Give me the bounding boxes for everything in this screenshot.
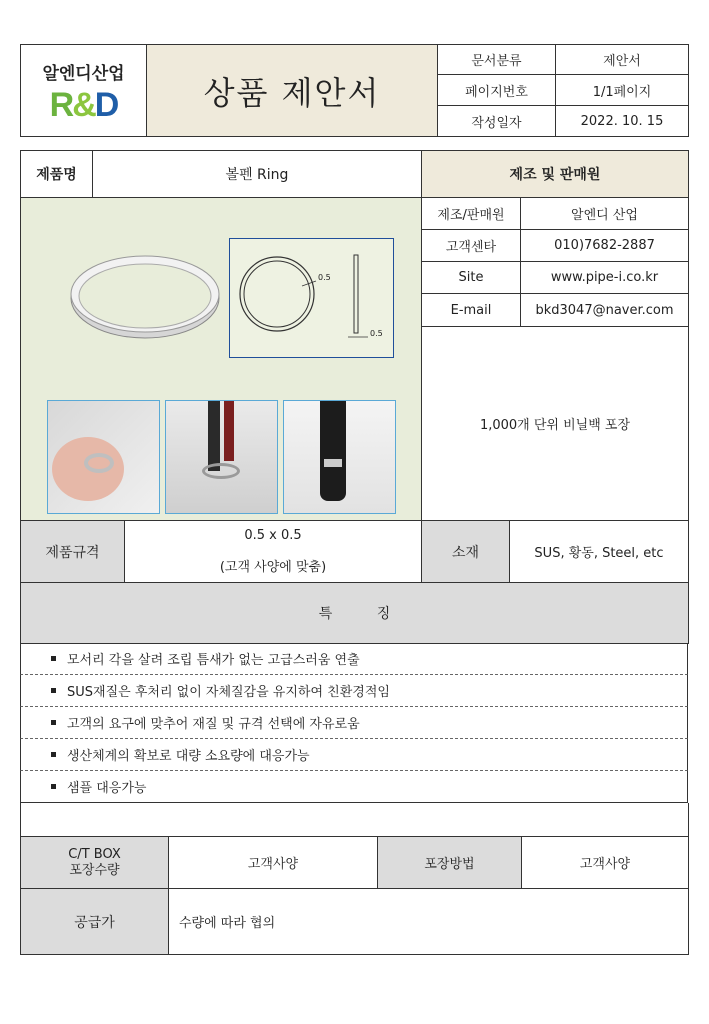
meta-label-page-number: 페이지번호 (437, 74, 556, 106)
spec-value-size: 0.5 x 0.5 (244, 527, 302, 543)
manufacturer-value: 알엔디 산업 (520, 197, 689, 230)
feature-text: SUS재질은 후처리 없이 자체질감을 유지하여 친환경적임 (67, 685, 390, 700)
meta-label-doc-type: 문서분류 (437, 44, 556, 75)
dimension-label-width: 0.5 (370, 329, 383, 338)
product-image-area (20, 197, 422, 521)
feature-text: 모서리 각을 살려 조립 틈새가 없는 고급스러움 연출 (67, 653, 360, 668)
feature-item (20, 739, 688, 771)
email-label: E-mail (421, 293, 521, 327)
document-title: 상품 제안서 (203, 73, 381, 112)
material-value: SUS, 황동, Steel, etc (509, 520, 689, 583)
feature-item (20, 643, 688, 675)
product-name-label: 제품명 (20, 150, 93, 198)
meta-label-date: 작성일자 (437, 105, 556, 137)
photo-ring-on-finger (47, 400, 160, 514)
bullet-icon (51, 784, 56, 789)
bullet-icon (51, 752, 56, 757)
manufacturer-section-title: 제조 및 판매원 (421, 150, 689, 198)
spec-label: 제품규격 (20, 520, 125, 583)
feature-text: 고객의 요구에 맞추어 재질 및 규격 선택에 자유로움 (67, 717, 360, 732)
photo-pen-tips (165, 400, 278, 514)
meta-value-date: 2022. 10. 15 (555, 105, 689, 137)
customer-center-value: 010)7682-2887 (520, 229, 689, 262)
ring-dimension-drawing (230, 239, 393, 357)
feature-text: 생산체계의 확보로 대량 소요량에 대응가능 (67, 749, 310, 764)
feature-item (20, 707, 688, 739)
site-value[interactable]: www.pipe-i.co.kr (520, 261, 689, 294)
technical-drawing-box (229, 238, 394, 358)
box-quantity-value: 고객사양 (168, 836, 378, 889)
document-title-cell (146, 44, 438, 137)
meta-value-doc-type: 제안서 (555, 44, 689, 75)
product-name-value: 볼펜 Ring (92, 150, 422, 198)
manufacturer-label: 제조/판매원 (421, 197, 521, 230)
packaging-note: 1,000개 단위 비닐백 포장 (421, 326, 689, 521)
company-name: 알엔디산업 (42, 64, 125, 84)
dimension-label-thickness: 0.5 (318, 273, 331, 282)
bullet-icon (51, 688, 56, 693)
company-logo-cell (20, 44, 147, 137)
box-quantity-label (20, 836, 169, 889)
customer-center-label: 고객센타 (421, 229, 521, 262)
feature-item (20, 771, 688, 803)
features-title: 특 징 (20, 582, 689, 644)
spec-value-note: (고객 사양에 맞춤) (219, 560, 327, 576)
packing-method-label: 포장방법 (377, 836, 522, 889)
ring-3d-drawing (65, 250, 225, 350)
email-value[interactable]: bkd3047@naver.com (520, 293, 689, 327)
supply-price-label: 공급가 (20, 888, 169, 955)
meta-value-page-number: 1/1페이지 (555, 74, 689, 106)
bullet-icon (51, 720, 56, 725)
spec-value-cell (124, 520, 422, 583)
site-label: Site (421, 261, 521, 294)
box-quantity-label-line1: C/T BOX (68, 846, 121, 862)
packing-method-value: 고객사양 (521, 836, 689, 889)
bullet-icon (51, 656, 56, 661)
company-logo: R&D (49, 86, 118, 124)
supply-price-value: 수량에 따라 협의 (168, 888, 689, 955)
box-quantity-label-line2: 포장수량 (69, 862, 120, 878)
features-spacer-row (20, 803, 689, 837)
feature-item (20, 675, 688, 707)
photo-pen-closeup (283, 400, 396, 514)
material-label: 소재 (421, 520, 510, 583)
feature-text: 샘플 대응가능 (67, 781, 147, 796)
